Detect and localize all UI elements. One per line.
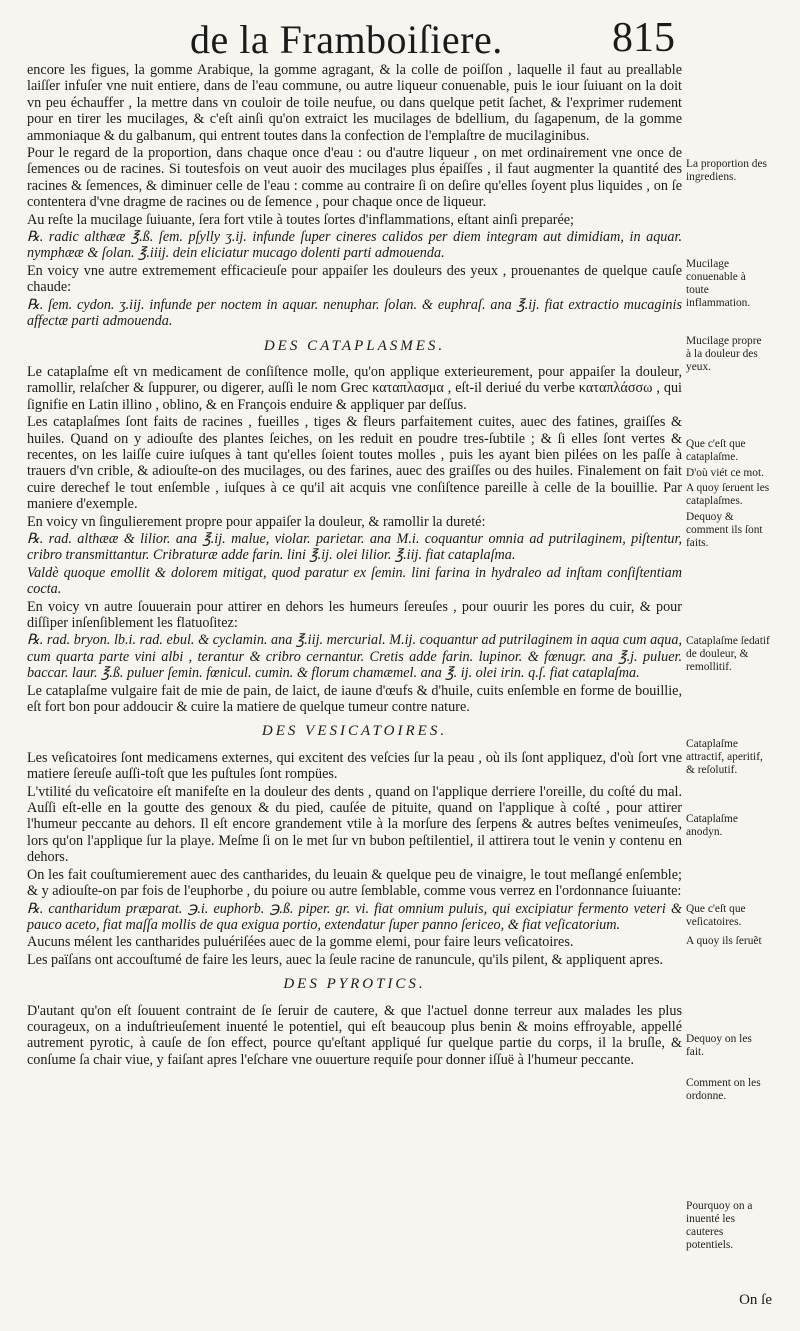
running-title: de la Framboiſiere. xyxy=(190,17,503,62)
paragraph: Pour le regard de la proportion, dans chaque once d'eau : ou d'autre liqueur , on met ordinairement vne once de ſemences ou de racines. Si toutesfois on veut auoir des mucilages plus épaiſſes , il faut augmenter la quantité des racines & ſemences, & diminuer celle de l'eau : comme au contraire ſi on deſire qu'elles ſoyent plus liquides , on ſe contentera d'vne dragme de racines ou de ſemence , pour chaque once de liqueur. xyxy=(27,145,682,211)
paragraph: encore les figues, la gomme Arabique, la gomme agragant, & la colle de poiſſon , laquelle il faut au preallable laiſſer infuſer vne nuit entiere, dans de l'eau commune, ou autre liqueur conuenable, puis le iour ſuiuant on la doit vn peu échauffer , la mettre dans vn couloir de toile neufue, ou dans quelque petit ſachet, & l'exprimer rudement pour en tirer les mucilages, & c'eſt ainſi qu'on extraict les mucilages de bdellium, du ſagapenum, de la gomme ammoniaque & du galbanum, qui entrent toutes dans la confection de l'emplaſtre de mucilaginibus. xyxy=(27,62,682,144)
page-header xyxy=(0,14,800,68)
recipe: ℞. ſem. cydon. ʒ.iij. infunde per noctem in aquar. nenuphar. ſolan. & euphraſ. ana ℥.ij. fiat extractio mucaginis affectæ parti admouenda. xyxy=(27,296,682,330)
paragraph: On les fait couſtumierement auec des cantharides, du leuain & quelque peu de vinaigre, le tout meſlangé enſemble; & y adiouſte-on par fois de l'euphorbe , du poiure ou autre ſemblable, comme vous verrez en l'ordonnance ſuiuante: xyxy=(27,866,682,900)
paragraph: Les veſicatoires ſont medicamens externes, qui excitent des veſcies ſur la peau , où ils ſont appliquez, d'où ſort vne matiere ſereuſe auſſi-toſt que les puſtules ſont rompües. xyxy=(27,749,682,783)
section-heading: DES VESICATOIRES. xyxy=(261,723,448,740)
margin-note: Que c'eſt que cataplaſme. xyxy=(686,438,746,463)
margin-note: A quoy ſeruent les cataplaſmes. xyxy=(686,482,770,507)
margin-note: La proportion des ingrediens. xyxy=(686,158,767,183)
recipe: ℞. rad. althææ & lilior. ana ℥.ij. malue, violar. parietar. ana M.i. coquantur omnia ad putrilaginem, piſtentur, cribro transmittantur. Cribraturæ adde farin. lini ℥.ij. olei lilior. ℥.iij. fiat cataplaſma. xyxy=(27,530,682,564)
page-number: 815 xyxy=(612,15,675,61)
margin-note: Comment on les ordonne. xyxy=(686,1077,761,1102)
margin-note: A quoy ils ſeruẽt xyxy=(686,935,762,947)
paragraph: Les païſans ont accouſtumé de faire les leurs, auec la ſeule racine de ranuncule, qu'ils pilent, & appliquent apres. xyxy=(27,951,664,968)
margin-note: D'où viét ce mot. xyxy=(686,467,764,479)
recipe: Valdè quoque emollit & dolorem mitigat, quod paratur ex ſemin. lini farina in hydraleo ad inſtam conſiſtentiam cocta. xyxy=(27,564,682,598)
margin-note: Cataplaſme anodyn. xyxy=(686,813,738,838)
paragraph: En voicy vn autre ſouuerain pour attirer en dehors les humeurs ſereuſes , pour ouurir les pores du cuir, & pour diſſiper inſenſiblement les flatuoſitez: xyxy=(27,598,682,631)
margin-note: Mucilage propre à la douleur des yeux. xyxy=(686,335,762,373)
margin-note: Cataplaſme attractif, aperitif, & reſolutif. xyxy=(686,738,763,776)
margin-note: Mucilage conuenable à toute inflammation. xyxy=(686,258,751,309)
paragraph: L'vtilité du veſicatoire eſt manifeſte en la douleur des dents , quand on l'applique derriere l'oreille, du coſté du mal. Auſſi eſt-elle en la goutte des genoux & du pied, cauſée de pituite, quand on l'applique à coſté , pour attirer l'humeur peccante au dehors. Il eſt encore grandement vtile à la morſure des ſerpens & autres beſtes venimeuſes, lors qu'on l'applique ſur la playe. Meſme ſi on le met ſur vn bubon peſtilentiel, il attirera tout le venin y contenu en dehors. xyxy=(27,783,682,866)
section-heading: DES CATAPLASMES. xyxy=(263,337,446,354)
paragraph: Le cataplaſme vulgaire fait de mie de pain, de laict, de iaune d'œufs & d'huile, cuits enſemble en forme de bouillie, eſt fort bon pour addoucir & cuire la matiere de quelque tumeur contre nature. xyxy=(27,682,682,716)
catchword: On ſe xyxy=(739,1292,772,1308)
paragraph: Au reſte la mucilage ſuiuante, ſera fort vtile à toutes ſortes d'inflammations, eſtant ainſi preparée; xyxy=(27,211,575,228)
section-heading: DES PYROTICS. xyxy=(283,976,426,993)
recipe: ℞. rad. bryon. lb.i. rad. ebul. & cyclamin. ana ℥.iij. mercurial. M.ij. coquantur ad putrilaginem in aqua cum aqua, cum quarta parte vini albi , terantur & cribro cernantur. Cretis adde farin. lupinor. & fœnugr. ana ℥.j. puluer. baccar. laur. ℥.ß. puluer ſemin. fœnicul. cumin. & florum chamæmel. ana ℥. ij. olei irin. q.ſ. fiat cataplaſma. xyxy=(27,632,682,682)
margin-note: Cataplaſme ſedatif de douleur, & remollitif. xyxy=(686,635,770,673)
margin-note: Dequoy on les fait. xyxy=(686,1033,752,1058)
main-text-column xyxy=(27,62,682,1069)
paragraph: Les cataplaſmes ſont faits de racines , fueilles , tiges & fleurs parfaitement cuites, auec des fatines, graiſſes & huiles. Quand on y adiouſte des plantes ſeiches, on les reduit en poudre tres-ſubtile ; & ſi elles ſont vertes & recentes, on les laiſſe cuire iuſques à tant qu'elles ſoient toutes molles , puis les ayant bien pilées on les paſſe à trauers d'vn crible, & adiouſte-on des mucilages, ou des farines, auec des graiſſes ou des huiles. Finalement on fait cuire derechef le tout enſemble , iuſques à ce qu'il ait acquis vne conſiſtence pareille à celle de la bouillie. Par maniere d'exemple. xyxy=(27,414,682,513)
margin-note: Pourquoy on a inuenté les cauteres potentiels. xyxy=(686,1200,753,1251)
margin-note: Que c'eſt que veſicatoires. xyxy=(686,903,746,928)
paragraph: En voicy vn ſingulierement propre pour appaiſer la douleur, & ramollir la dureté: xyxy=(27,513,486,530)
paragraph: Aucuns mélent les cantharides puluériſées auec de la gomme elemi, pour faire leurs veſicatoires. xyxy=(27,934,574,951)
paragraph: Le cataplaſme eſt vn medicament de conſiſtence molle, qu'on applique exterieurement, pour appaiſer la douleur, ramollir, relaſcher & ſuppurer, ou digerer, auſſi le nom Grec καταπλασμα , eſt-il deriué du verbe καταπλάσσω , qui ſignifie en Latin illino , oblino, & en François enduire & appliquer par deſſus. xyxy=(27,363,682,413)
paragraph: En voicy vne autre extremement efficacieuſe pour appaiſer les douleurs des yeux , prouenantes de quelque cauſe chaude: xyxy=(27,262,682,296)
recipe: ℞. cantharidum præparat. ℈.i. euphorb. ℈.ß. piper. gr. vi. fiat omnium puluis, qui excipiatur fermento veteri & pauco aceto, fiat maſſa mollis de qua exigua portio, extendatur ſuper panno ſericeo, & fiat veſicatorium. xyxy=(27,900,682,933)
recipe: ℞. radic althææ ℥.ß. ſem. pſylly ʒ.ij. infunde ſuper cineres calidos per diem integram aut dimidiam, in aquar. nymphææ & ſolan. ℥.iiij. dein eliciatur mucago dolenti parti admouenda. xyxy=(27,229,682,262)
paragraph: D'autant qu'on eſt ſouuent contraint de ſe ſeruir de cautere, & que l'actuel donne terreur aux malades les plus courageux, on a induſtrieuſement inuenté le potentiel, qui eſt beaucoup plus benin & moins effroyable, appellé autrement pyrotic, à cauſe de ſon effect, pource qu'eſtant appliqué ſur quelque partie du corps, il la bruſle, & conſume ſa chair viue, y faiſant apres l'eſchare vne ouuerture requiſe pour donner iſſuë à l'humeur peccante. xyxy=(27,1002,682,1068)
margin-note: Dequoy & comment ils ſont faits. xyxy=(686,511,763,549)
